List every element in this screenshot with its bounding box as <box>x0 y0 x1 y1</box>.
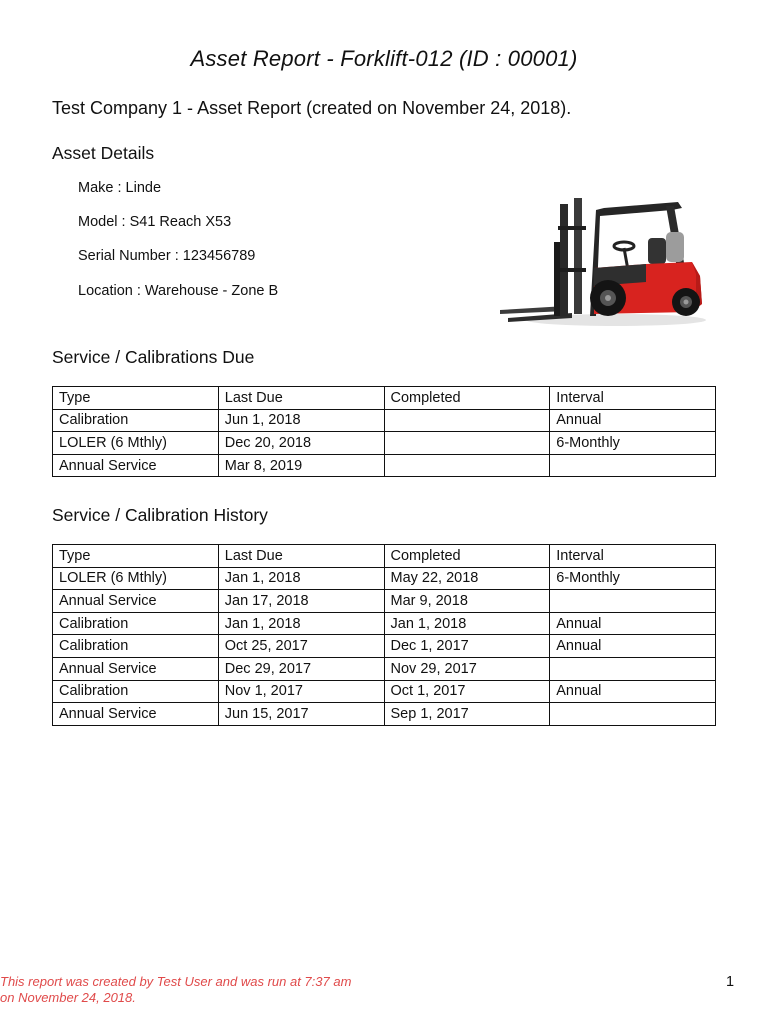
asset-details-heading: Asset Details <box>52 143 155 163</box>
table-cell: Nov 1, 2017 <box>218 680 384 703</box>
table-cell <box>550 657 716 680</box>
table-cell: LOLER (6 Mthly) <box>53 432 219 455</box>
footer-line-2: on November 24, 2018. <box>0 990 136 1005</box>
table-cell: Calibration <box>53 612 219 635</box>
asset-location: Location : Warehouse - Zone B <box>78 283 279 299</box>
table-row <box>53 409 716 432</box>
table-cell: Dec 1, 2017 <box>384 635 550 658</box>
table-cell: Annual Service <box>53 590 219 613</box>
table-cell: Calibration <box>53 680 219 703</box>
calibrations-due-table <box>52 386 716 477</box>
table-row <box>53 432 716 455</box>
table-cell: Jan 1, 2018 <box>218 567 384 590</box>
table-header-cell: Completed <box>384 545 550 568</box>
table-cell: Oct 1, 2017 <box>384 680 550 703</box>
table-cell: Calibration <box>53 635 219 658</box>
table-cell <box>384 409 550 432</box>
table-cell: Jan 1, 2018 <box>218 612 384 635</box>
table-cell: Annual Service <box>53 657 219 680</box>
table-header-cell: Interval <box>550 545 716 568</box>
table-cell: Nov 29, 2017 <box>384 657 550 680</box>
table-cell <box>550 590 716 613</box>
table-cell: Calibration <box>53 409 219 432</box>
table-cell: Dec 29, 2017 <box>218 657 384 680</box>
table-cell: 6-Monthly <box>550 567 716 590</box>
table-cell <box>384 432 550 455</box>
table-cell: Jun 15, 2017 <box>218 703 384 726</box>
asset-model: Model : S41 Reach X53 <box>78 214 232 230</box>
table-row <box>53 590 716 613</box>
table-row <box>53 657 716 680</box>
table-cell: Mar 8, 2019 <box>218 454 384 477</box>
asset-make: Make : Linde <box>78 180 162 196</box>
table-cell <box>550 703 716 726</box>
table-cell: May 22, 2018 <box>384 567 550 590</box>
table-cell: Jan 17, 2018 <box>218 590 384 613</box>
report-title: Asset Report - Forklift-012 (ID : 00001) <box>190 46 578 71</box>
forklift-icon <box>496 190 714 332</box>
table-cell: Annual Service <box>53 703 219 726</box>
table-cell: Oct 25, 2017 <box>218 635 384 658</box>
table-cell: Annual <box>550 680 716 703</box>
table-cell: Annual <box>550 612 716 635</box>
asset-serial-number: Serial Number : 123456789 <box>78 248 256 264</box>
table-row <box>53 680 716 703</box>
report-footer <box>0 974 400 1006</box>
table-cell: 6-Monthly <box>550 432 716 455</box>
table-header-cell: Interval <box>550 387 716 410</box>
table-cell: Jun 1, 2018 <box>218 409 384 432</box>
table-header-cell: Completed <box>384 387 550 410</box>
calibration-history-table <box>52 544 716 726</box>
table-row <box>53 612 716 635</box>
table-row <box>53 635 716 658</box>
table-cell: LOLER (6 Mthly) <box>53 567 219 590</box>
table-cell: Annual Service <box>53 454 219 477</box>
table-header-row <box>53 387 716 410</box>
table-header-cell: Last Due <box>218 545 384 568</box>
table-cell: Jan 1, 2018 <box>384 612 550 635</box>
report-subtitle: Test Company 1 - Asset Report (created on November 24, 2018). <box>52 98 572 118</box>
table-cell: Dec 20, 2018 <box>218 432 384 455</box>
table-header-row <box>53 545 716 568</box>
table-row <box>53 703 716 726</box>
page-number: 1 <box>726 974 735 990</box>
table-cell: Annual <box>550 635 716 658</box>
table-cell <box>550 454 716 477</box>
footer-line-1: This report was created by Test User and was run at 7:37 am <box>0 974 352 989</box>
table-cell: Annual <box>550 409 716 432</box>
table-row <box>53 567 716 590</box>
calibration-history-heading: Service / Calibration History <box>52 505 268 525</box>
table-cell: Sep 1, 2017 <box>384 703 550 726</box>
table-cell <box>384 454 550 477</box>
table-row <box>53 454 716 477</box>
calibrations-due-heading: Service / Calibrations Due <box>52 347 255 367</box>
table-header-cell: Type <box>53 387 219 410</box>
table-header-cell: Last Due <box>218 387 384 410</box>
table-header-cell: Type <box>53 545 219 568</box>
table-cell: Mar 9, 2018 <box>384 590 550 613</box>
